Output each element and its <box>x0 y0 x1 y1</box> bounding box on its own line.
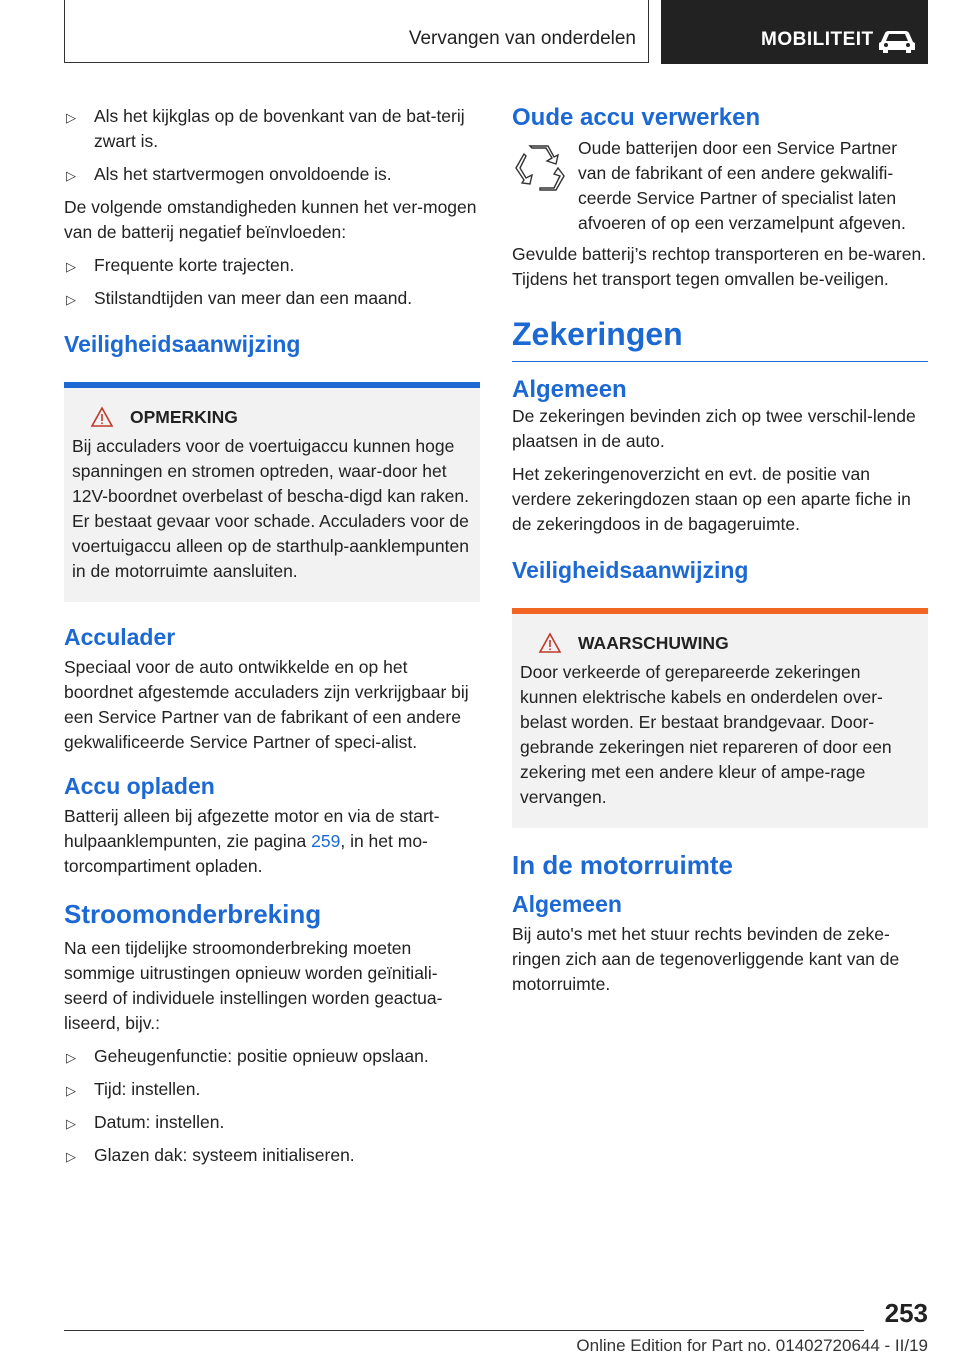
triangle-bullet-icon: ▷ <box>66 1050 76 1065</box>
car-icon <box>877 28 917 54</box>
list-item: ▷ Frequente korte trajecten. <box>64 253 480 278</box>
notice-box <box>64 382 480 602</box>
chapter-tab <box>661 0 928 64</box>
oude-accu-heading: Oude accu verwerken <box>512 104 761 131</box>
warning-triangle-icon <box>538 632 562 654</box>
footer-edition: Online Edition for Part no. 01402720644 - II/19 <box>576 1336 928 1355</box>
algemeen-heading: Algemeen <box>512 376 627 403</box>
list-item: ▷ Glazen dak: systeem initialiseren. <box>64 1143 480 1168</box>
paragraph: De zekeringen bevinden zich op twee verschil-lende plaatsen in de auto. <box>512 406 916 451</box>
recycle-icon <box>512 142 566 194</box>
paragraph: Het zekeringenoverzicht en evt. de positie van verdere zekeringdozen staan op een aparte fiche in de zekeringdoos in de bagageruimte. <box>512 464 911 534</box>
page-header <box>64 0 928 64</box>
stroomonderbreking-heading: Stroomonderbreking <box>64 899 322 929</box>
list-item: ▷ Tijd: instellen. <box>64 1077 480 1102</box>
left-column <box>64 104 480 1176</box>
list-item: ▷ Geheugenfunctie: positie opnieuw opslaan. <box>64 1044 480 1069</box>
triangle-bullet-icon: ▷ <box>66 1083 76 1098</box>
warning-triangle-icon <box>90 406 114 428</box>
motor-algemeen-heading: Algemeen <box>512 891 622 917</box>
warning-title: WAARSCHUWING <box>578 632 729 653</box>
list-item: ▷ Stilstandtijden van meer dan een maand. <box>64 286 480 311</box>
list-item: ▷ Als het startvermogen onvoldoende is. <box>64 162 480 187</box>
section-title: Vervangen van onderdelen <box>408 28 636 49</box>
safety-heading: Veiligheidsaanwijzing <box>64 331 301 357</box>
right-column <box>512 104 928 1005</box>
triangle-bullet-icon: ▷ <box>66 1116 76 1131</box>
warning-box <box>512 608 928 828</box>
paragraph: Speciaal voor de auto ontwikkelde en op het boordnet afgestemde acculaders zijn verkrijgbaar bij een Service Partner van de fabrikant of een andere gekwalificeerde Service Partner of speci-alist. <box>64 657 469 752</box>
chapter-title: MOBILITEIT <box>761 29 874 50</box>
warning-text: Door verkeerde of gerepareerde zekeringen kunnen elektrische kabels en onderdelen over-belast worden. Er bestaat brandgevaar. Door-gebrande zekeringen niet repareren of door een zekering met een andere kleur of ampe-rage vervangen. <box>520 662 892 807</box>
triangle-bullet-icon: ▷ <box>66 168 76 183</box>
triangle-bullet-icon: ▷ <box>66 259 76 274</box>
notice-title: OPMERKING <box>130 406 238 427</box>
notice-text: Bij acculaders voor de voertuigaccu kunnen hoge spanningen en stromen optreden, waar-door het 12V-boordnet overbelast of bescha-digd kan raken. Er bestaat gevaar voor schade. Acculaders voor de voertuigaccu alleen op de starthulp-aanklempunten in de motorruimte aansluiten. <box>72 436 469 581</box>
paragraph: Bij auto's met het stuur rechts bevinden de zeke-ringen zich aan de tegenoverliggende kant van de motorruimte. <box>512 924 900 994</box>
paragraph: Na een tijdelijke stroomonderbreking moeten sommige uitrustingen opnieuw worden geïnitiali-seerd of individuele instellingen worden geactua-liseerd, bijv.: <box>64 938 443 1033</box>
accu-opladen-heading: Accu opladen <box>64 773 215 799</box>
triangle-bullet-icon: ▷ <box>66 110 76 125</box>
acculader-heading: Acculader <box>64 624 176 650</box>
motorruimte-heading: In de motorruimte <box>512 850 734 880</box>
footer-divider <box>64 1330 864 1331</box>
page-link[interactable]: 259 <box>311 831 341 851</box>
paragraph: De volgende omstandigheden kunnen het ver-mogen van de batterij negatief beïnvloeden: <box>64 197 477 242</box>
safety-heading: Veiligheidsaanwijzing <box>512 557 749 583</box>
paragraph: Batterij alleen bij afgezette motor en via de start-hulpaanklempunten, zie pagina 259, in het mo-torcompartiment opladen. <box>64 806 440 876</box>
list-item: ▷ Als het kijkglas op de bovenkant van de bat-terij zwart is. <box>66 106 465 151</box>
page-number: 253 <box>884 1298 928 1328</box>
triangle-bullet-icon: ▷ <box>66 1149 76 1164</box>
list-item: ▷ Datum: instellen. <box>64 1110 480 1135</box>
zekeringen-heading: Zekeringen <box>512 316 928 362</box>
paragraph: Oude batterijen door een Service Partner van de fabrikant of een andere gekwalifi-ceerde Service Partner of specialist laten afvoeren of op een verzamelpunt afgeven. <box>578 138 906 233</box>
section-tab <box>64 0 649 63</box>
paragraph: Gevulde batterij’s rechtop transporteren en be-waren. Tijdens het transport tegen omvallen be-veiligen. <box>512 244 927 289</box>
triangle-bullet-icon: ▷ <box>66 292 76 307</box>
